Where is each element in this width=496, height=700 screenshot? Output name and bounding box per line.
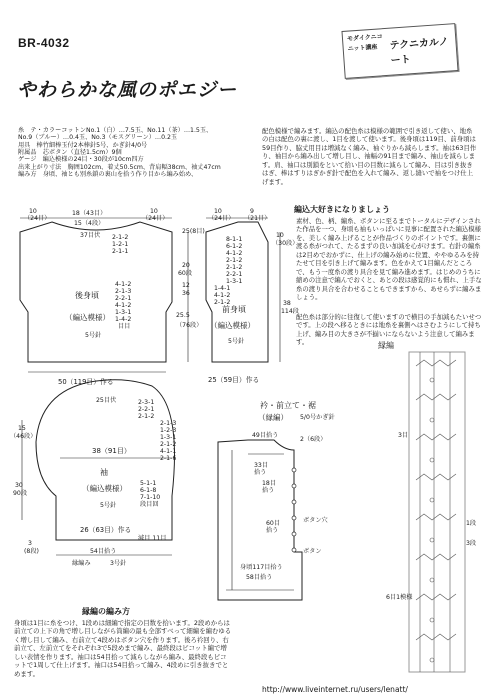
sleeve-cap: 2-1-6 — [160, 455, 177, 462]
sleeve-cap: 2-3-1 — [138, 399, 155, 406]
front-a: 1-3-1 — [226, 278, 243, 285]
sleeve-cuff-h2: (8段) — [24, 548, 39, 555]
sleeve-w1: 15 — [18, 425, 26, 432]
back-bottom: 50（119目）作る — [58, 378, 114, 386]
sleeve-cap: 2-1-2 — [138, 413, 155, 420]
back-top-right: 10 — [150, 208, 158, 215]
front-a: 8-1-1 — [226, 236, 243, 243]
edge-chart-marks — [416, 352, 456, 672]
front-needle: 5号針 — [228, 338, 245, 345]
edge-rows: 1段 — [466, 520, 477, 527]
materials-line: 附属品 芯ボタン（直径1.5cm）9個 — [18, 148, 122, 156]
back-arm: 2-1-3 — [115, 288, 132, 295]
method-text: 配色模様で編みます。編込の配色糸は模様の範囲で引き返して使い、地糸の白は配色の裏に渡し、1目を渡して使います。後身頃は119目、前身頃は59目作り、脇丈用目は増減なく編み、袖ぐりから減らします。袖は63目作り、袖目から編み出して増し目し、袖幅の91目まで編み、袖山を減らします。肩、袖口は別鎖をといて拾い目の目数に減らして編み、目は引き抜きはぎ、棒はすりはぎかぎ針で配色を入れて編み、返し縫いで袖をつけ仕上げます。 — [262, 127, 477, 186]
edge-chart-frame — [409, 352, 465, 672]
front-a: 2-1-2 — [226, 264, 243, 271]
front-top-right: 9 — [250, 208, 254, 215]
edge-rows2: 3段 — [466, 540, 477, 547]
back-dec: 1-2-1 — [112, 241, 129, 248]
front-a: 2-1-2 — [214, 299, 231, 306]
footer-heading: 縁編の編み方 — [82, 607, 130, 616]
back-pattern: （編込模様） — [65, 313, 110, 322]
materials-line: 糸 テ・カラーコットンNo.1（白）…7.5玉、No.11（茶）…1.5玉、 — [18, 127, 213, 134]
source-url: http://www.liveinternet.ru/users/lenatt/ — [262, 685, 408, 694]
front-a: 6-1-2 — [226, 243, 243, 250]
sleeve-cap: 4-1-1 — [160, 448, 177, 455]
front-h4b: 114段 — [281, 308, 299, 315]
band-n9: ボタン穴 — [303, 517, 328, 524]
sleeve-width: 38（91目） — [92, 447, 131, 455]
sleeve-r: 7-1-10 — [140, 494, 161, 501]
colorwork-text-2: 配色糸は部分的に往復して使いますので横目の手加減もたいせつです。上の段へ移るときには地糸を裏側へはさむようにして持ち上げ、編み目の大きさが不揃いにならないよう注意して編みます。 — [296, 313, 482, 347]
front-h2b: 36 — [182, 290, 190, 297]
back-dec: 2-1-2 — [112, 234, 129, 241]
sleeve-cuff-h: 3 — [28, 540, 32, 547]
back-name: 後身頃 — [75, 291, 99, 300]
band-bt1: 身頃117目拾う — [240, 564, 283, 571]
front-a: 2-1-2 — [226, 257, 243, 264]
pattern-code: BR-4032 — [18, 36, 70, 50]
band-needle: 5/0号かぎ針 — [300, 414, 335, 421]
sleeve-needle: 5号針 — [100, 502, 117, 509]
band-n2: 2（6段） — [300, 436, 327, 443]
back-dec: 2-1-1 — [112, 248, 129, 255]
front-a: 1-4-1 — [214, 285, 231, 292]
sleeve-name: 袖 — [100, 468, 108, 477]
sleeve-w1b: （46段） — [10, 433, 37, 440]
band-n3: 33目 — [254, 462, 269, 469]
sleeve-cuff-note: 減目 11目 — [138, 535, 167, 542]
page-title: やわらかな風のポエジー — [17, 79, 238, 101]
band-n1: 49目拾う — [252, 432, 279, 439]
materials-line: 用具 棒竹細棒玉付2本棒針5号、かぎ針4/0号 — [18, 141, 148, 149]
band-n6: 拾う — [262, 487, 275, 494]
sleeve-r: 段目回 — [140, 501, 159, 508]
front-h3: 25.5 — [176, 312, 190, 319]
back-arm: 4-1-2 — [115, 302, 132, 309]
front-name: 前身頃 — [222, 305, 246, 314]
badge-title: テクニカルノート — [389, 36, 449, 67]
colorwork-text: 素材、色、柄、編糸、ボタンに至るまでトータルにデザインされた作品を一つ、身頃も袖もいっぱいに見事に配置された編込模様を、美しく編み上げることが作品づくりのポイントです。裏側に渡る糸がつれて、たるまずの良い加減を心がけます。右針の編糸は2目めでおかずに、仕上げの編み始めに位置、ややゆるみを持たせて目を引き上げて編みます。色をかえて1目編んだところで、もう一度糸の渡り具合を見て編み進めます。はじめのうちに縮めの注意で編んでおくと、あとの段は感覚的にも慣れ、上手な糸の渡り具合を合わせることもできますから、あせらずに編みましょう。 — [296, 217, 482, 302]
front-h1b: 60段 — [178, 270, 193, 277]
sleeve-cuff-label: 縁編み — [72, 560, 91, 567]
back-top-center: 18（43目） — [72, 210, 107, 217]
band-sub: （縁編） — [258, 413, 288, 422]
front-neck-r: 10 — [276, 232, 284, 239]
band-title: 衿・前立て・裾 — [260, 401, 316, 410]
band-n7: 60目 — [266, 520, 281, 527]
sleeve-cap: 2-1-2 — [160, 441, 177, 448]
band-n5: 18目 — [262, 480, 277, 487]
front-a: 2-2-1 — [226, 271, 243, 278]
front-h2: 12 — [182, 282, 190, 289]
front-pattern: （編込模様） — [210, 321, 255, 330]
sleeve-cap: 2-1-3 — [160, 420, 177, 427]
sleeve-r: 6-1-8 — [140, 487, 157, 494]
sleeve-cap: 1-2-3 — [160, 427, 177, 434]
back-arm: 4-1-2 — [115, 281, 132, 288]
back-arm: 1-4-2 — [115, 316, 132, 323]
back-arm: 1-3-1 — [115, 309, 132, 316]
badge-mid: ニット講座 — [347, 43, 378, 53]
back-needle: 5号針 — [85, 332, 102, 339]
front-rows-top: 25(8目) — [182, 228, 205, 235]
front-top-left: 10 — [214, 208, 222, 215]
sleeve-cap: 2-2-1 — [138, 406, 155, 413]
footer-text: 身頃は1目に糸をつけ、1段めは細編で指定の目数を拾います。2段めからは前立ての上下の角で増し目しながら筒編の最も全部すべって細編を編むゆるく増し目して編み、右前立て4段めはボタン穴を作ります。後ろ衿回り、右前立て、左前立てをそれぞれ3で5段めまで編み、最終段はピコット編で増しい表情を作ります。袖口は54目拾って減らしながら編み、最終段もピコットで1周して仕上げます。袖口は54目拾って編み、4段めに引き抜きでとめます。 — [14, 619, 232, 678]
back-shoulder: 37目伏 — [80, 232, 101, 239]
sleeve-cap: 1-3-1 — [160, 434, 177, 441]
back-arm: 目目 — [118, 323, 131, 330]
sleeve-cuff-needle: 3号針 — [110, 560, 127, 567]
sleeve-h30: 30 — [15, 482, 23, 489]
band-n4: 拾う — [254, 469, 267, 476]
front-h1: 20 — [182, 262, 190, 269]
band-bt2: 58目拾う — [246, 574, 273, 581]
front-a: 4-1-2 — [226, 250, 243, 257]
materials-line: ゲージ 編込模様の24目・30段が10cm四方 — [18, 156, 144, 164]
front-h5: （76段） — [176, 322, 203, 329]
front-top-right-st: （21目） — [244, 215, 271, 222]
back-top-left: 10 — [29, 208, 37, 215]
front-a: 4-1-2 — [214, 292, 231, 299]
edge-label-pattern: 6目1模様 — [386, 594, 413, 601]
front-bottom: 25（59目）作る — [208, 376, 260, 384]
back-arm: 2-2-1 — [115, 295, 132, 302]
band-n8: 拾う — [266, 527, 279, 534]
sleeve-h90: 90段 — [13, 490, 28, 497]
front-neck-r-st: （30段） — [272, 240, 299, 247]
band-n10: ボタン — [303, 548, 322, 555]
back-top-right-st: （24目） — [142, 215, 169, 222]
edge-title: 縁編 — [378, 341, 394, 350]
colorwork-heading: 編込大好きになりましょう — [294, 205, 390, 214]
sleeve-cuff: 26（63目）作る — [80, 526, 132, 534]
back-top-left-st: （24目） — [24, 215, 51, 222]
front-h4: 38 — [283, 300, 291, 307]
edge-label-3b: 3目 — [398, 432, 409, 439]
front-top-left-st: （24目） — [208, 215, 235, 222]
materials-line: 編み方 身頃、袖とも別糸鎖の裏山を拾う作り目から編み始め、 — [18, 170, 198, 178]
materials-line: No.9（ブルー）…0.4玉、No.3（モスグリーン）…0.2玉 — [18, 134, 178, 142]
back-top-sub: 15（4段） — [74, 220, 105, 227]
sleeve-pattern: （編込模様） — [82, 484, 127, 493]
badge-top: モダイクニコ — [346, 33, 383, 43]
sleeve-r: 5-1-1 — [140, 480, 157, 487]
materials-line: 出来上がり寸法 胸囲102cm、着丈50.5cm、背肩幅38cm、袖丈47cm — [18, 163, 221, 171]
sleeve-cuff-2: 54目拾う — [90, 548, 117, 555]
sleeve-top: 25目伏 — [96, 397, 117, 404]
